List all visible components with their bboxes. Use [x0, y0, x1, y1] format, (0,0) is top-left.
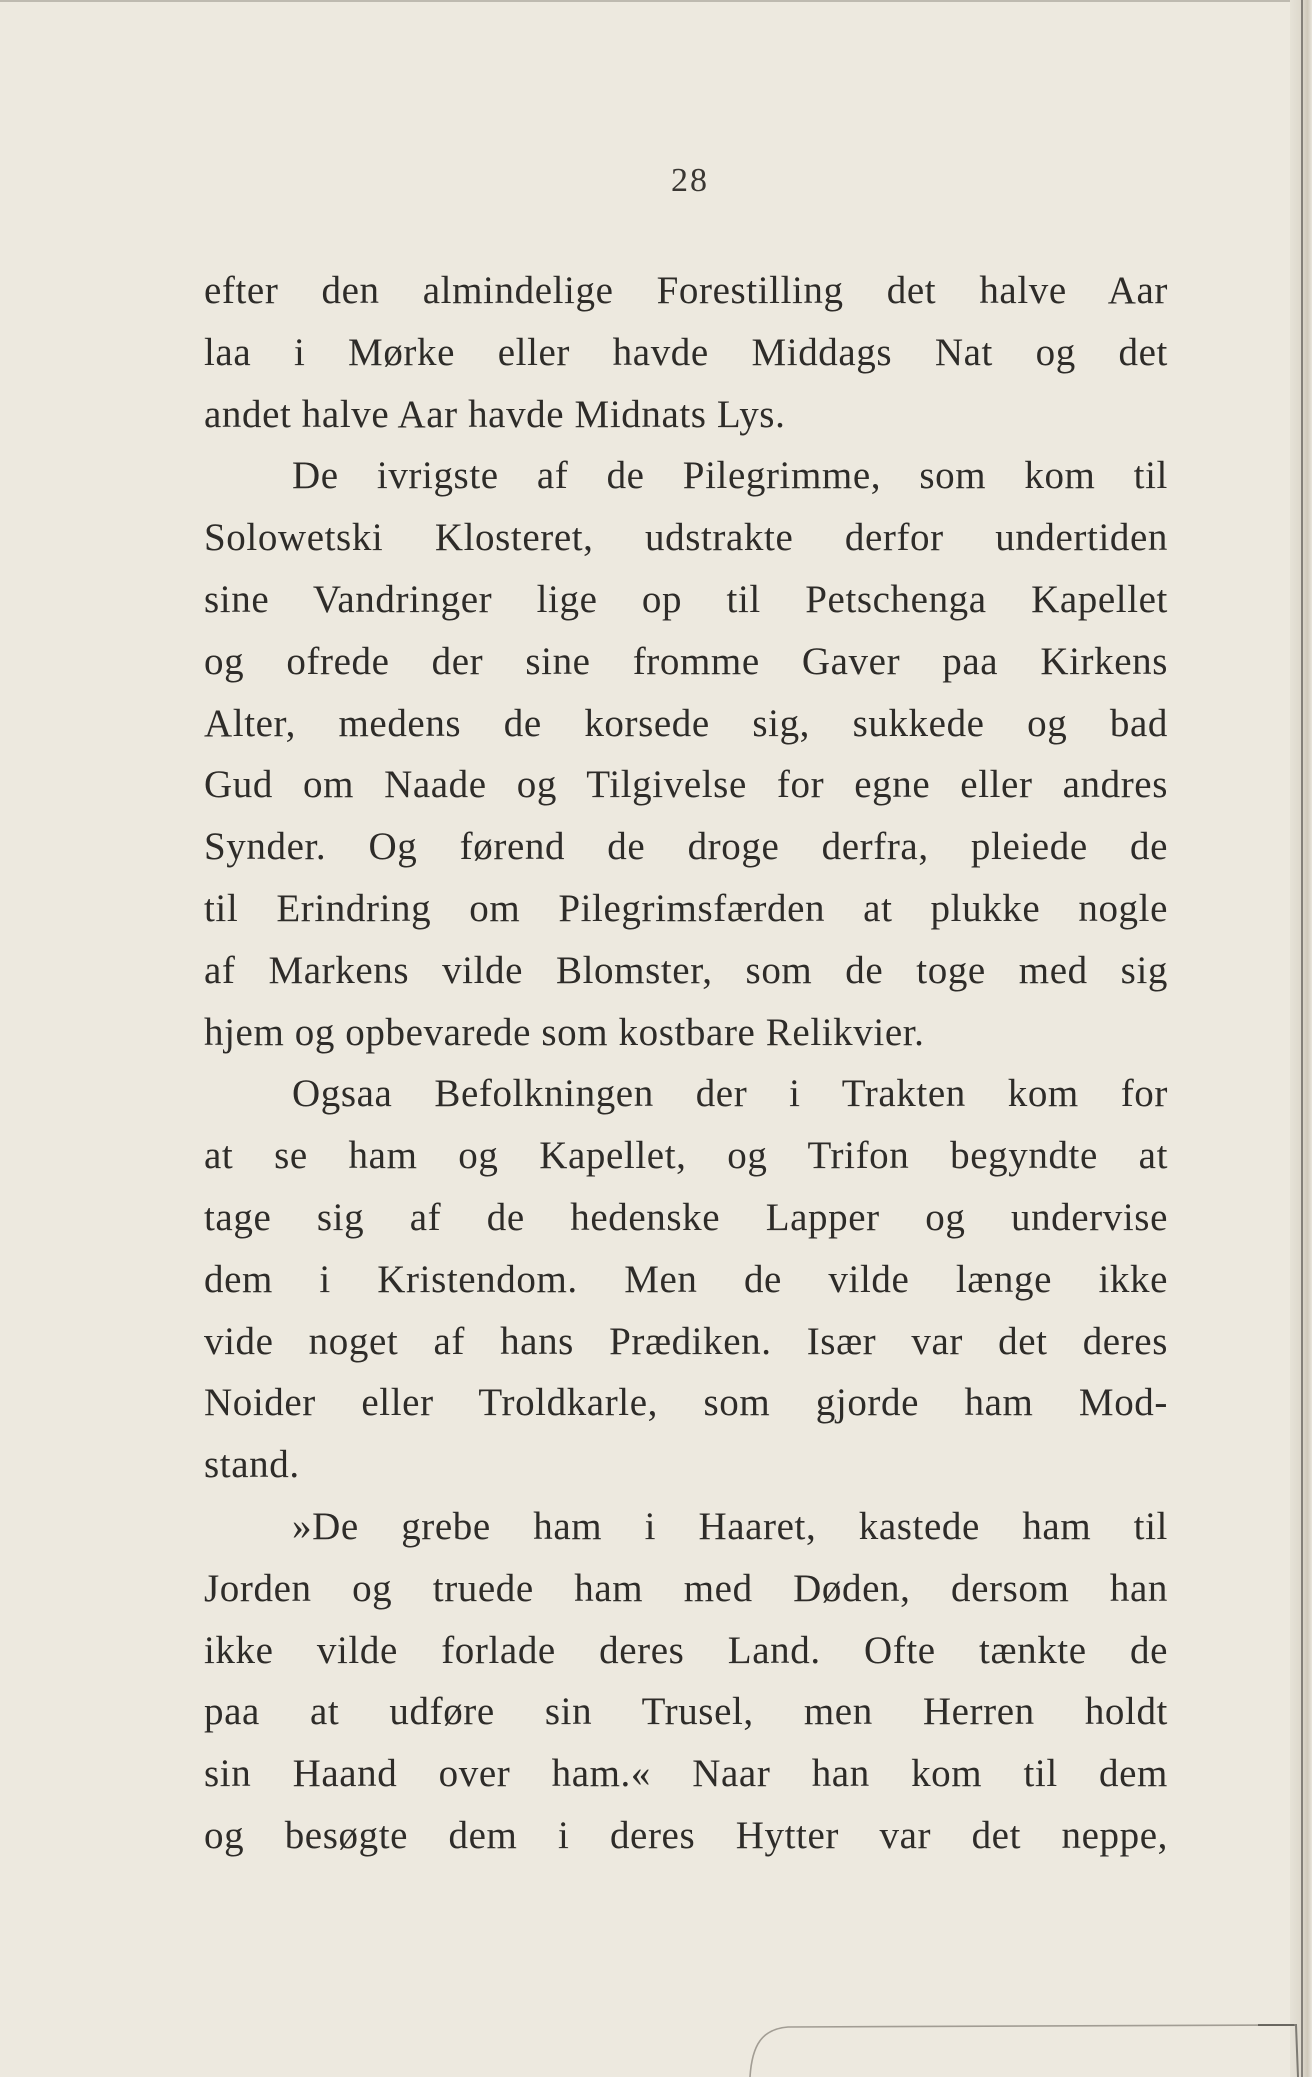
text-line: og besøgte dem i deres Hytter var det neppe, [204, 1813, 1168, 1857]
text-line: til Erindring om Pilegrimsfærden at plukke nogle [204, 886, 1168, 930]
text-line: dem i Kristendom. Men de vilde længe ikke [204, 1257, 1168, 1301]
text-line: sine Vandringer lige op til Petschenga Kapellet [204, 577, 1168, 621]
text-line: stand. [204, 1443, 300, 1487]
text-line: Jorden og truede ham med Døden, dersom han [204, 1566, 1168, 1610]
text-line: Alter, medens de korsede sig, sukkede og bad [204, 701, 1168, 745]
text-line: Synder. Og førend de droge derfra, pleiede de [204, 825, 1168, 869]
text-line: paa at udføre sin Trusel, men Herren holdt [204, 1690, 1168, 1734]
text-line: af Markens vilde Blomster, som de toge med sig [204, 948, 1168, 992]
text-line: sin Haand over ham.« Naar han kom til dem [204, 1752, 1168, 1796]
page-number: 28 [671, 162, 709, 199]
text-line: at se ham og Kapellet, og Trifon begyndte at [204, 1134, 1168, 1178]
text-line: ikke vilde forlade deres Land. Ofte tænkte de [204, 1628, 1168, 1672]
text-line: hjem og opbevarede som kostbare Relikvier. [204, 1010, 925, 1054]
top-edge-rule [0, 0, 1312, 2]
text-line: og ofrede der sine fromme Gaver paa Kirkens [204, 639, 1168, 683]
text-line: Ogsaa Befolkningen der i Trakten kom for [292, 1072, 1168, 1116]
text-line: tage sig af de hedenske Lapper og undervise [204, 1195, 1168, 1239]
page-fold-mark [748, 1985, 1308, 2077]
text-line: Noider eller Troldkarle, som gjorde ham Mod- [204, 1381, 1168, 1425]
text-line: andet halve Aar havde Midnats Lys. [204, 392, 786, 436]
text-line: Gud om Naade og Tilgivelse for egne eller andres [204, 763, 1168, 807]
text-line: »De grebe ham i Haaret, kastede ham til [292, 1504, 1168, 1548]
page-edge-rule [1301, 0, 1303, 2077]
text-line: laa i Mørke eller havde Middags Nat og det [204, 330, 1168, 374]
text-line: Solowetski Klosteret, udstrakte derfor undertiden [204, 516, 1168, 560]
text-line: vide noget af hans Prædiken. Især var det deres [204, 1319, 1168, 1363]
body-text [204, 260, 1168, 1867]
text-line: efter den almindelige Forestilling det halve Aar [204, 269, 1168, 312]
text-line: De ivrigste af de Pilegrimme, som kom til [292, 454, 1168, 498]
